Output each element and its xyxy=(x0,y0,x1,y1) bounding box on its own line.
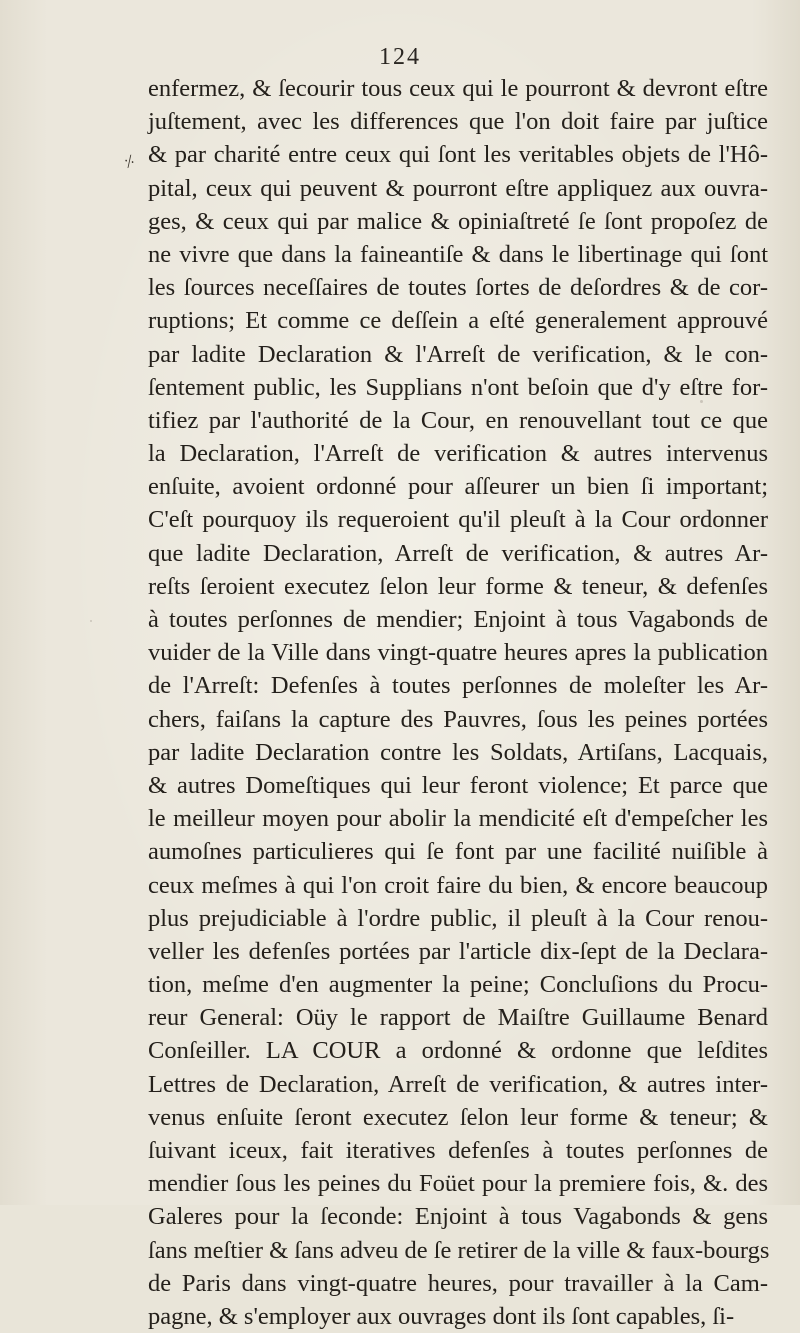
text-line: & autres Domeſtiques qui leur feront violence; Et parce que xyxy=(148,771,768,799)
paper-speck xyxy=(700,400,703,403)
text-line: chers, faiſans la capture des Pauvres, ſous les peines portées xyxy=(148,705,768,733)
text-line: par ladite Declaration contre les Soldats, Artiſans, Lacquais, xyxy=(148,738,768,766)
text-line: de l'Arreſt: Defenſes à toutes perſonnes de moleſter les Ar- xyxy=(148,672,768,700)
margin-mark: ⸓ xyxy=(121,150,138,173)
text-line: ſuivant iceux, fait iteratives defenſes à toutes perſonnes de xyxy=(148,1137,768,1164)
text-line: Lettres de Declaration, Arreſt de verification, & autres inter- xyxy=(148,1070,768,1098)
text-line: la Declaration, l'Arreſt de verification & autres intervenus xyxy=(148,440,768,468)
text-line: Conſeiller. LA COUR a ordonné & ordonne que leſdites xyxy=(148,1037,768,1065)
text-line: plus prejudiciable à l'ordre public, il pleuſt à la Cour renou- xyxy=(148,904,768,932)
text-line: ne vivre que dans la faineantiſe & dans le libertinage qui ſont xyxy=(148,240,768,268)
text-line: par ladite Declaration & l'Arreſt de verification, & le con- xyxy=(148,340,768,368)
text-line: reur General: Oüy le rapport de Maiſtre Guillaume Benard xyxy=(148,1004,768,1032)
paper-speck xyxy=(90,620,92,622)
text-line: de Paris dans vingt-quatre heures, pour travailler à la Cam- xyxy=(148,1269,768,1297)
text-line: pital, ceux qui peuvent & pourront eſtre appliquez aux ouvra- xyxy=(148,174,768,202)
text-line: tion, meſme d'en augmenter la peine; Concluſions du Procu- xyxy=(148,971,768,999)
text-line: Galeres pour la ſeconde: Enjoint à tous Vagabonds & gens xyxy=(148,1203,768,1231)
text-line: mendier ſous les peines du Foüet pour la premiere fois, &. des xyxy=(148,1170,768,1198)
text-line: aumoſnes particulieres qui ſe font par une facilité nuiſible à xyxy=(148,838,768,866)
text-line: enfermez, & ſecourir tous ceux qui le pourront & devront eſtre xyxy=(148,75,768,102)
text-line: à toutes perſonnes de mendier; Enjoint à tous Vagabonds de xyxy=(148,606,768,633)
text-line: C'eſt pourquoy ils requeroient qu'il pleuſt à la Cour ordonner xyxy=(148,506,768,534)
text-line: enſuite, avoient ordonné pour aſſeurer un bien ſi important; xyxy=(148,473,768,501)
text-line: ruptions; Et comme ce deſſein a eſté generalement approuvé xyxy=(148,307,768,335)
text-line: tifiez par l'authorité de la Cour, en renouvellant tout ce que xyxy=(148,406,768,434)
page-number: 124 xyxy=(379,44,421,70)
text-line: ceux meſmes à qui l'on croit faire du bien, & encore beaucoup xyxy=(148,871,768,899)
text-line: veller les defenſes portées par l'article dix-ſept de la Declara- xyxy=(148,937,768,965)
text-line: pagne, & s'employer aux ouvrages dont ils ſont capables, ſi- xyxy=(148,1302,735,1330)
text-line: que ladite Declaration, Arreſt de verification, & autres Ar- xyxy=(148,539,768,567)
text-line: & par charité entre ceux qui ſont les veritables objets de l'Hô- xyxy=(148,141,768,169)
text-line: reſts ſeroient executez ſelon leur forme & teneur, & defenſes xyxy=(148,572,768,600)
text-line: ſentement public, les Supplians n'ont beſoin que d'y eſtre for- xyxy=(148,373,768,401)
text-line: vuider de la Ville dans vingt-quatre heures apres la publication xyxy=(148,639,768,667)
text-line: juſtement, avec les differences que l'on doit faire par juſtice xyxy=(148,108,768,136)
body-text xyxy=(148,72,768,1333)
paper-speck xyxy=(230,1110,232,1112)
text-line: ſans meſtier & ſans adveu de ſe retirer de la ville & faux-bourgs xyxy=(148,1236,770,1264)
text-line: le meilleur moyen pour abolir la mendicité eſt d'empeſcher les xyxy=(148,805,768,833)
text-line: les ſources neceſſaires de toutes ſortes de deſordres & de cor- xyxy=(148,274,768,302)
text-line: ges, & ceux qui par malice & opiniaſtreté ſe ſont propoſez de xyxy=(148,207,768,235)
text-line: venus enſuite ſeront executez ſelon leur forme & teneur; & xyxy=(148,1103,768,1131)
